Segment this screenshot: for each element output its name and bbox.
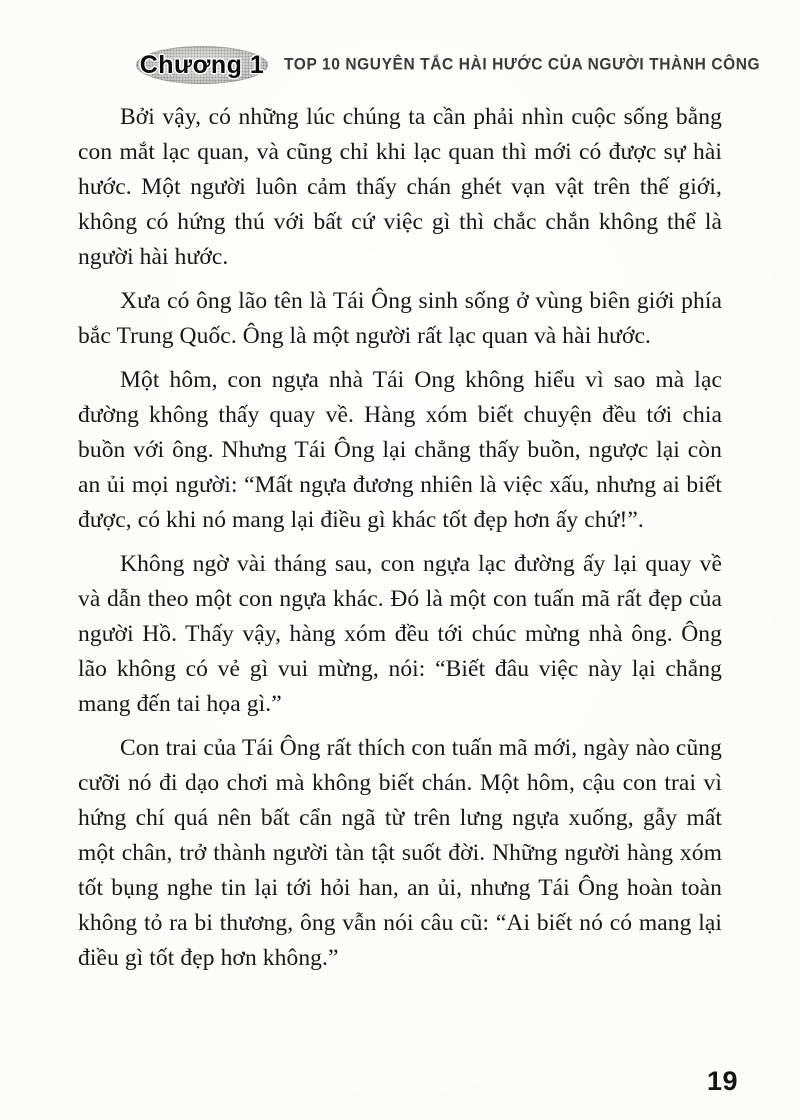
chapter-badge: Chương 1	[136, 46, 268, 84]
page-number: 19	[706, 1066, 738, 1096]
paragraph: Xưa có ông lão tên là Tái Ông sinh sống ở vùng biên giới phía bắc Trung Quốc. Ông là một người rất lạc quan và hài hước.	[78, 288, 722, 349]
chapter-title: TOP 10 NGUYÊN TẮC HÀI HƯỚC CỦA NGƯỜI THÀNH CÔNG	[284, 55, 761, 74]
paragraph: Bởi vậy, có những lúc chúng ta cần phải nhìn cuộc sống bằng con mắt lạc quan, và cũng chỉ khi lạc quan thì mới có được sự hài hước. Một người luôn cảm thấy chán ghét vạn vật trên thế giới, không có hứng thú với bất cứ việc gì thì chắc chắn không thể là người hài hước.	[78, 104, 722, 270]
paragraph: Một hôm, con ngựa nhà Tái Ong không hiểu vì sao mà lạc đường không thấy quay về. Hàng xóm biết chuyện đều tới chia buồn với ông. Nhưng Tái Ông lại chẳng thấy buồn, ngược lại còn an ủi mọi người: “Mất ngựa đương nhiên là việc xấu, nhưng ai biết được, có khi nó mang lại điều gì khác tốt đẹp hơn ấy chứ!”.	[78, 367, 722, 533]
body-text	[78, 100, 722, 985]
page-header	[136, 44, 761, 86]
paragraph: Không ngờ vài tháng sau, con ngựa lạc đường ấy lại quay về và dẫn theo một con ngựa khác. Đó là một con tuấn mã rất đẹp của người Hồ. Thấy vậy, hàng xóm đều tới chúc mừng nhà ông. Ông lão không có vẻ gì vui mừng, nói: “Biết đâu việc này lại chẳng mang đến tai họa gì.”	[78, 551, 722, 717]
paragraph: Con trai của Tái Ông rất thích con tuấn mã mới, ngày nào cũng cưỡi nó đi dạo chơi mà không biết chán. Một hôm, cậu con trai vì hứng chí quá nên bất cẩn ngã từ trên lưng ngựa xuống, gẫy mất một chân, trở thành người tàn tật suốt đời. Những người hàng xóm tốt bụng nghe tin lại tới hỏi han, an ủi, nhưng Tái Ông hoàn toàn không tỏ ra bi thương, ông vẫn nói câu cũ: “Ai biết nó có mang lại điều gì tốt đẹp hơn không.”	[78, 735, 722, 971]
